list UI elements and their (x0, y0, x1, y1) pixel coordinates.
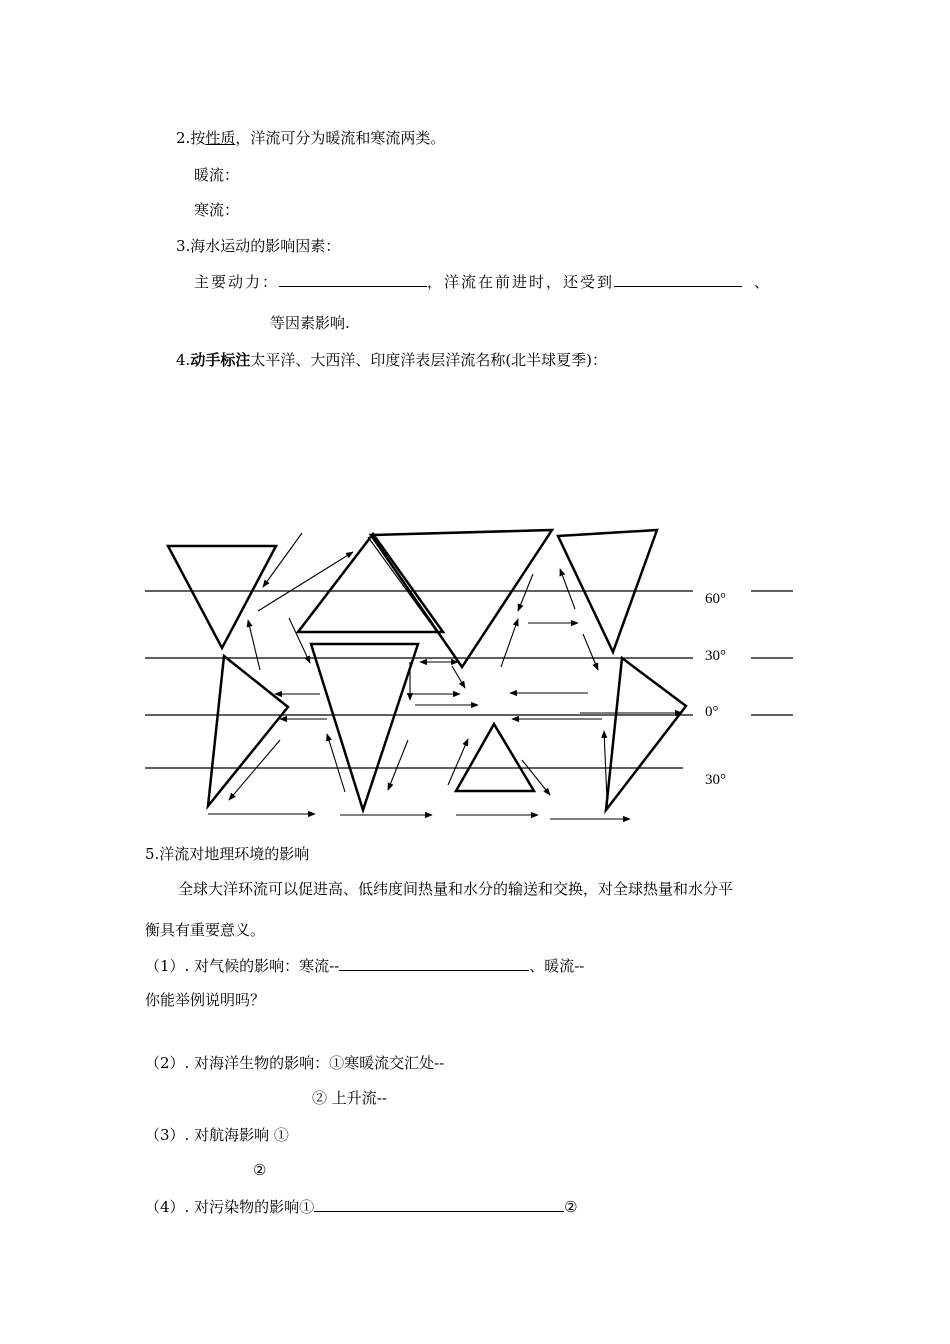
continent-south-america-east (606, 658, 686, 810)
underlined-keyword: 性质 (205, 129, 236, 147)
section2-text: ，洋流可分为暖流和寒流两类。 (235, 129, 446, 147)
lat-label-30n: 30° (705, 648, 726, 664)
section5-paragraph-line1: 全球大洋环流可以促进高、低纬度间热量和水分的输送和交换，对全球热量和水分平 (178, 880, 734, 898)
lat-label-60n: 60° (705, 591, 726, 607)
cold-current-label: 寒流： (194, 201, 240, 219)
coastline-detail (368, 537, 437, 632)
section3-end: 等因素影响. (270, 314, 350, 332)
warm-current-effect-label: 、暖流-- (529, 957, 585, 975)
current-arrow (583, 634, 598, 670)
lat-label-0: 0° (705, 704, 719, 720)
question2-line: （2）. 对海洋生物的影响：①寒暖流交汇处-- (145, 1054, 445, 1072)
current-arrow (560, 569, 575, 609)
continent-north-america (168, 546, 276, 648)
section5-paragraph-line2: 衡具有重要意义。 (145, 921, 266, 939)
pollutant-effect-blank[interactable] (314, 1197, 564, 1212)
other-factor-blank[interactable] (614, 272, 742, 287)
question4-text: （4）. 对污染物的影响① (145, 1198, 315, 1216)
ocean-current-diagram (0, 520, 950, 840)
section2-line (176, 128, 445, 148)
section4-line (176, 350, 607, 370)
continent-australia (456, 724, 534, 791)
question1-prompt: 你能举例说明吗？ (145, 991, 266, 1009)
section4-number: 4. (176, 351, 191, 369)
separator-text: 、 (754, 273, 772, 291)
lat-label-30s: 30° (705, 772, 726, 788)
current-arrow (501, 619, 518, 667)
section2-prefix: 按 (190, 129, 206, 147)
section4-bold: 动手标注 (190, 351, 251, 369)
current-arrow (248, 620, 260, 670)
main-force-label: 主要动力： (194, 273, 280, 291)
section3-line (194, 272, 771, 292)
section2-number: 2. (176, 129, 191, 147)
question3-line: （3）. 对航海影响 ① (145, 1126, 289, 1144)
current-arrow (258, 552, 353, 611)
cold-current-effect-blank[interactable] (339, 956, 529, 971)
question3-sub: ② (253, 1161, 267, 1179)
section4-text: 太平洋、大西洋、印度洋表层洋流名称(北半球夏季)： (250, 351, 608, 369)
continent-south-america (208, 656, 288, 806)
current-arrow (448, 739, 468, 785)
current-arrow (452, 666, 465, 688)
question1-text: （1）. 对气候的影响：寒流-- (145, 957, 340, 975)
current-arrows (208, 533, 682, 819)
question1-line (145, 956, 584, 976)
section3-mid-text: ，洋流在前进时，还受到 (427, 273, 615, 291)
main-force-blank[interactable] (279, 272, 427, 287)
latitude-lines (145, 591, 793, 768)
question4-line (145, 1197, 578, 1217)
continent-africa (311, 644, 418, 810)
section5-title: 5.洋流对地理环境的影响 (145, 845, 310, 863)
warm-current-label: 暖流： (194, 166, 240, 184)
current-arrow (388, 740, 408, 790)
current-arrow (604, 731, 607, 800)
question4-sub: ② (564, 1198, 578, 1216)
question2-sub: ② 上升流-- (312, 1089, 387, 1107)
section3-title: 3.海水运动的影响因素： (176, 237, 341, 255)
continent-europe (298, 534, 443, 632)
current-arrow (289, 618, 310, 663)
continent-asia (371, 530, 552, 667)
latitude-labels (705, 591, 726, 788)
